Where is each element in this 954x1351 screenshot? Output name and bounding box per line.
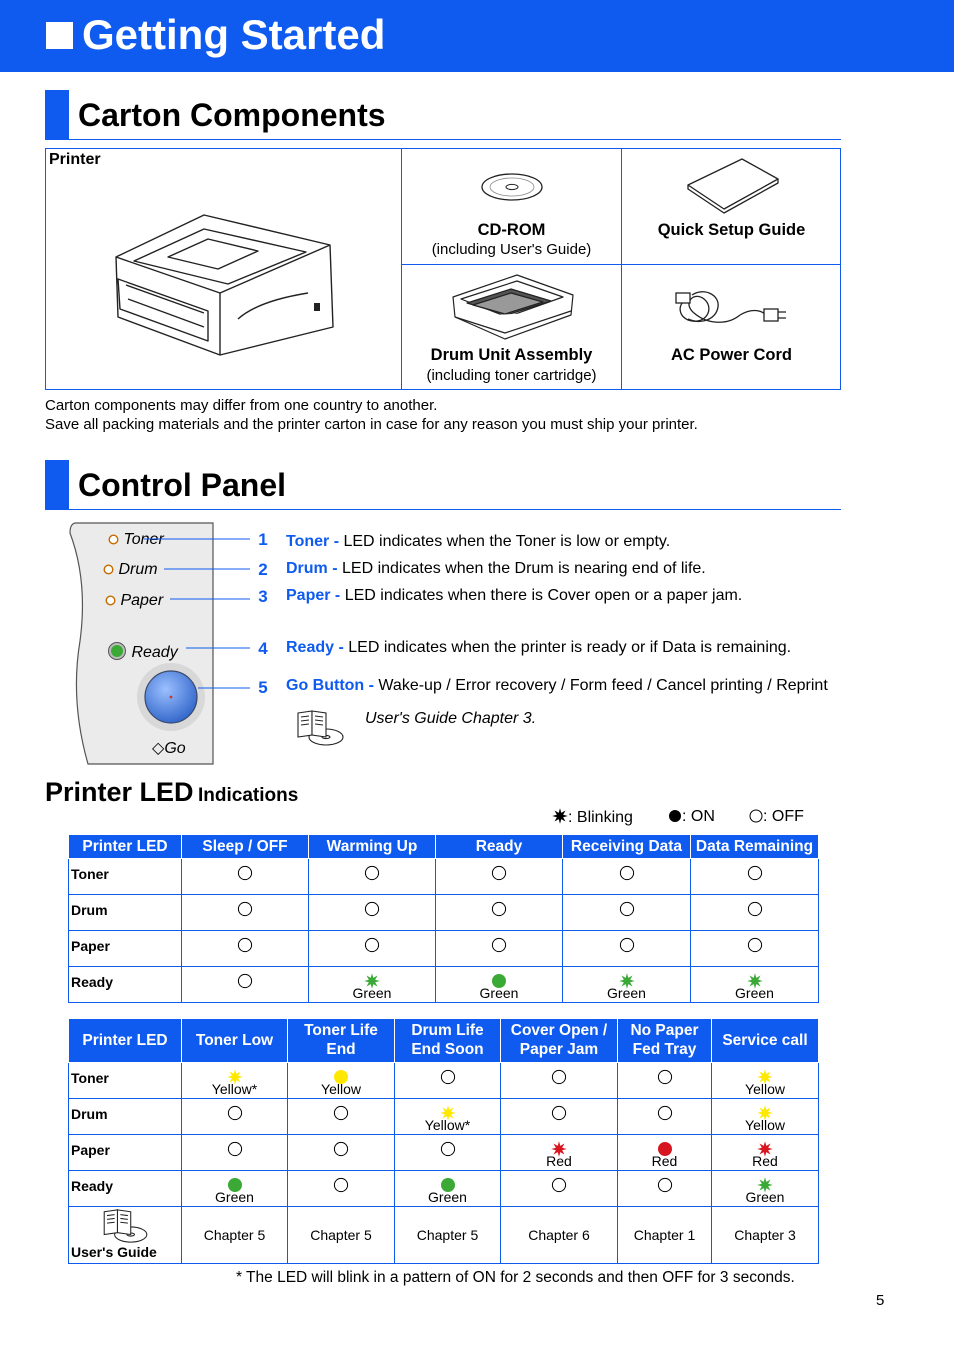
led-off-icon — [227, 1141, 243, 1157]
led-state-cell — [563, 930, 691, 966]
led-state-cell — [501, 1134, 618, 1170]
led-state-cell — [395, 1062, 501, 1098]
t1-header-1: Sleep / OFF — [182, 835, 309, 858]
led-color-label: Red — [546, 1152, 572, 1169]
led-indications-title: Printer LED Indications — [45, 777, 299, 807]
led-state-cell — [563, 894, 691, 930]
led-color-label: Yellow — [745, 1116, 785, 1133]
control-desc-go: Go Button - Wake-up / Error recovery / Form feed / Cancel printing / Reprint — [286, 677, 828, 694]
t2-header-3: Drum Life End Soon — [395, 1019, 501, 1062]
t1-header-2: Warming Up — [309, 835, 436, 858]
led-off-icon — [491, 901, 507, 917]
control-desc-paper: Paper - LED indicates when there is Cover open or a paper jam. — [286, 587, 743, 604]
led-color-label: Yellow — [321, 1080, 361, 1097]
led-color-label: Red — [651, 1152, 678, 1169]
led-state-cell — [309, 858, 436, 894]
chapter-ref: Chapter 5 — [182, 1206, 288, 1263]
table-row — [69, 1170, 819, 1206]
chapter-ref: Chapter 1 — [618, 1206, 712, 1263]
panel-ready-indicator: Ready — [107, 641, 178, 663]
led-off-icon — [619, 865, 635, 881]
led-color-label: Green — [735, 984, 774, 1001]
users-guide-row — [69, 1206, 819, 1263]
quick-setup-cell — [621, 149, 841, 265]
chapter-ref: Chapter 3 — [712, 1206, 819, 1263]
go-diamond-icon: ◇ — [152, 740, 165, 757]
control-guide-ref: User's Guide Chapter 3. — [365, 710, 537, 727]
carton-note-1: Carton components may differ from one country to another. — [45, 397, 438, 414]
led-off-icon — [747, 901, 763, 917]
led-state-cell — [395, 1170, 501, 1206]
power-cord-cell — [621, 265, 841, 390]
callout-num-4: 4 — [258, 639, 268, 658]
led-state-cell — [618, 1062, 712, 1098]
chapter-ref: Chapter 5 — [288, 1206, 395, 1263]
led-state-cell — [501, 1098, 618, 1134]
led-off-icon — [657, 1069, 673, 1085]
led-state-cell — [309, 966, 436, 1002]
table-row — [69, 1134, 819, 1170]
cdrom-sub: (including User's Guide) — [431, 241, 592, 258]
legend-off: : OFF — [749, 808, 804, 826]
led-state-cell — [182, 1170, 288, 1206]
drum-sub: (including toner cartridge) — [426, 367, 597, 384]
led-state-cell — [288, 1062, 395, 1098]
callout-num-5: 5 — [258, 678, 268, 697]
users-guide-label-cell — [69, 1206, 182, 1263]
panel-drum-indicator: Drum — [103, 560, 158, 580]
quick-setup-guide-icon — [684, 155, 780, 215]
ready-led-icon — [107, 641, 127, 661]
t2-header-4: Cover Open / Paper Jam — [501, 1019, 618, 1062]
power-cord-icon — [674, 285, 790, 337]
led-off-icon — [364, 901, 380, 917]
led-state-cell — [436, 930, 563, 966]
led-off-icon — [440, 1141, 456, 1157]
table-row — [69, 1098, 819, 1134]
led-state-cell — [712, 1062, 819, 1098]
led-off-icon — [237, 973, 253, 989]
led-color-label: Red — [752, 1152, 778, 1169]
led-state-cell — [618, 1098, 712, 1134]
led-state-cell — [182, 930, 309, 966]
led-state-cell — [691, 858, 819, 894]
t2-header-2: Toner Life End — [288, 1019, 395, 1062]
on-dot-icon — [668, 809, 682, 823]
led-off-icon — [657, 1105, 673, 1121]
led-state-cell — [395, 1134, 501, 1170]
led-off-icon — [364, 865, 380, 881]
row-label: Drum — [69, 1098, 182, 1134]
users-guide-label: User's Guide — [71, 1243, 157, 1260]
led-state-cell — [288, 1170, 395, 1206]
chapter-ref: Chapter 6 — [501, 1206, 618, 1263]
led-off-icon — [333, 1177, 349, 1193]
led-state-cell — [501, 1062, 618, 1098]
carton-heading: Carton Components — [78, 97, 386, 133]
table-row — [69, 1062, 819, 1098]
drum-unit-icon — [447, 269, 577, 341]
led-state-cell — [395, 1098, 501, 1134]
section-heading-carton — [45, 90, 841, 140]
panel-paper-indicator: Paper — [105, 591, 163, 611]
led-off-icon — [657, 1177, 673, 1193]
led-color-label: Yellow* — [424, 1116, 471, 1133]
paper-led-icon — [105, 595, 116, 606]
header-square-icon — [46, 22, 73, 49]
callout-num-2: 2 — [258, 560, 268, 579]
row-label: Ready — [69, 966, 182, 1002]
row-label: Paper — [69, 1134, 182, 1170]
led-state-cell — [182, 1134, 288, 1170]
drum-name: Drum Unit Assembly — [430, 346, 593, 364]
led-color-label: Green — [607, 984, 646, 1001]
led-table-errors — [68, 1019, 819, 1264]
led-state-cell — [436, 858, 563, 894]
led-off-icon — [237, 901, 253, 917]
led-off-icon — [227, 1105, 243, 1121]
led-state-cell — [618, 1134, 712, 1170]
led-state-cell — [436, 966, 563, 1002]
row-label: Toner — [69, 1062, 182, 1098]
row-label: Paper — [69, 930, 182, 966]
callout-lines — [140, 530, 260, 700]
led-state-cell — [288, 1098, 395, 1134]
row-label: Drum — [69, 894, 182, 930]
led-off-icon — [333, 1141, 349, 1157]
callout-num-3: 3 — [258, 587, 268, 606]
led-off-icon — [237, 937, 253, 953]
panel-toner-indicator: Toner — [108, 530, 164, 550]
quick-setup-name: Quick Setup Guide — [657, 221, 806, 239]
led-state-cell — [712, 1170, 819, 1206]
led-off-icon — [551, 1105, 567, 1121]
table-row — [69, 858, 819, 894]
t2-header-6: Service call — [712, 1019, 819, 1062]
led-off-icon — [747, 865, 763, 881]
page-header-bar — [0, 0, 954, 72]
led-state-cell — [712, 1134, 819, 1170]
panel-go-label: ◇Go — [152, 740, 186, 757]
led-state-cell — [182, 1062, 288, 1098]
led-color-label: Green — [745, 1188, 785, 1205]
led-state-cell — [309, 930, 436, 966]
led-off-icon — [551, 1177, 567, 1193]
t2-header-0: Printer LED — [69, 1019, 182, 1062]
led-off-icon — [333, 1105, 349, 1121]
table-row — [69, 894, 819, 930]
table-row — [69, 966, 819, 1002]
cdrom-name: CD-ROM — [477, 221, 546, 239]
led-off-icon — [619, 937, 635, 953]
control-panel-heading: Control Panel — [78, 467, 287, 503]
led-state-cell — [182, 966, 309, 1002]
led-color-label: Green — [215, 1188, 254, 1205]
t1-header-4: Receiving Data — [563, 835, 691, 858]
printer-image — [108, 209, 338, 359]
chapter-ref: Chapter 5 — [395, 1206, 501, 1263]
row-label: Ready — [69, 1170, 182, 1206]
control-desc-toner: Toner - LED indicates when the Toner is low or empty. — [286, 533, 671, 550]
led-state-cell — [182, 1098, 288, 1134]
t2-header-5: No Paper Fed Tray — [618, 1019, 712, 1062]
led-state-cell — [712, 1098, 819, 1134]
led-color-label: Green — [479, 984, 519, 1001]
cdrom-icon — [480, 171, 544, 203]
led-off-icon — [491, 865, 507, 881]
led-color-label: Yellow — [745, 1080, 785, 1097]
t2-header-1: Toner Low — [182, 1019, 288, 1062]
t1-header-3: Ready — [436, 835, 563, 858]
led-state-cell — [288, 1134, 395, 1170]
legend-blinking: : Blinking — [552, 808, 633, 827]
led-off-icon — [491, 937, 507, 953]
led-color-label: Green — [352, 984, 392, 1001]
led-off-icon — [551, 1069, 567, 1085]
drum-led-icon — [103, 564, 114, 575]
led-state-cell — [436, 894, 563, 930]
led-off-icon — [237, 865, 253, 881]
led-off-icon — [440, 1069, 456, 1085]
row-label: Toner — [69, 858, 182, 894]
led-state-cell — [691, 894, 819, 930]
t1-header-0: Printer LED — [69, 835, 182, 858]
led-off-icon — [747, 937, 763, 953]
led-state-cell — [691, 966, 819, 1002]
control-desc-ready: Ready - LED indicates when the printer is ready or if Data is remaining. — [286, 639, 792, 656]
callout-num-1: 1 — [258, 530, 268, 549]
carton-components-table — [45, 148, 841, 390]
drum-cell — [401, 265, 621, 390]
led-state-cell — [563, 966, 691, 1002]
cdrom-cell — [401, 149, 621, 265]
page-number: 5 — [876, 1292, 885, 1309]
led-off-icon — [364, 937, 380, 953]
t1-header-5: Data Remaining — [691, 835, 819, 858]
off-circle-icon — [749, 809, 763, 823]
users-guide-book-icon — [296, 709, 346, 747]
legend-on: : ON — [668, 808, 715, 826]
printer-label: Printer — [49, 151, 101, 168]
control-desc-drum: Drum - LED indicates when the Drum is nearing end of life. — [286, 560, 706, 577]
led-state-cell — [182, 894, 309, 930]
led-state-cell — [182, 858, 309, 894]
led-state-cell — [618, 1170, 712, 1206]
led-off-icon — [619, 901, 635, 917]
led-color-label: Yellow* — [211, 1080, 258, 1097]
led-footnote: * The LED will blink in a pattern of ON for 2 seconds and then OFF for 3 seconds. — [236, 1269, 795, 1286]
blinking-star-icon — [552, 808, 568, 824]
carton-note-2: Save all packing materials and the printer carton in case for any reason you must ship your printer. — [45, 416, 698, 433]
section-heading-control-panel — [45, 460, 841, 510]
page-title: Getting Started — [82, 11, 386, 58]
led-state-cell — [691, 930, 819, 966]
led-color-label: Green — [428, 1188, 467, 1205]
led-state-cell — [309, 894, 436, 930]
power-cord-name: AC Power Cord — [670, 346, 792, 364]
led-state-cell — [563, 858, 691, 894]
table-row — [69, 930, 819, 966]
led-state-cell — [501, 1170, 618, 1206]
toner-led-icon — [108, 534, 119, 545]
led-table-normal — [68, 835, 819, 1003]
users-guide-book-icon — [101, 1208, 151, 1244]
